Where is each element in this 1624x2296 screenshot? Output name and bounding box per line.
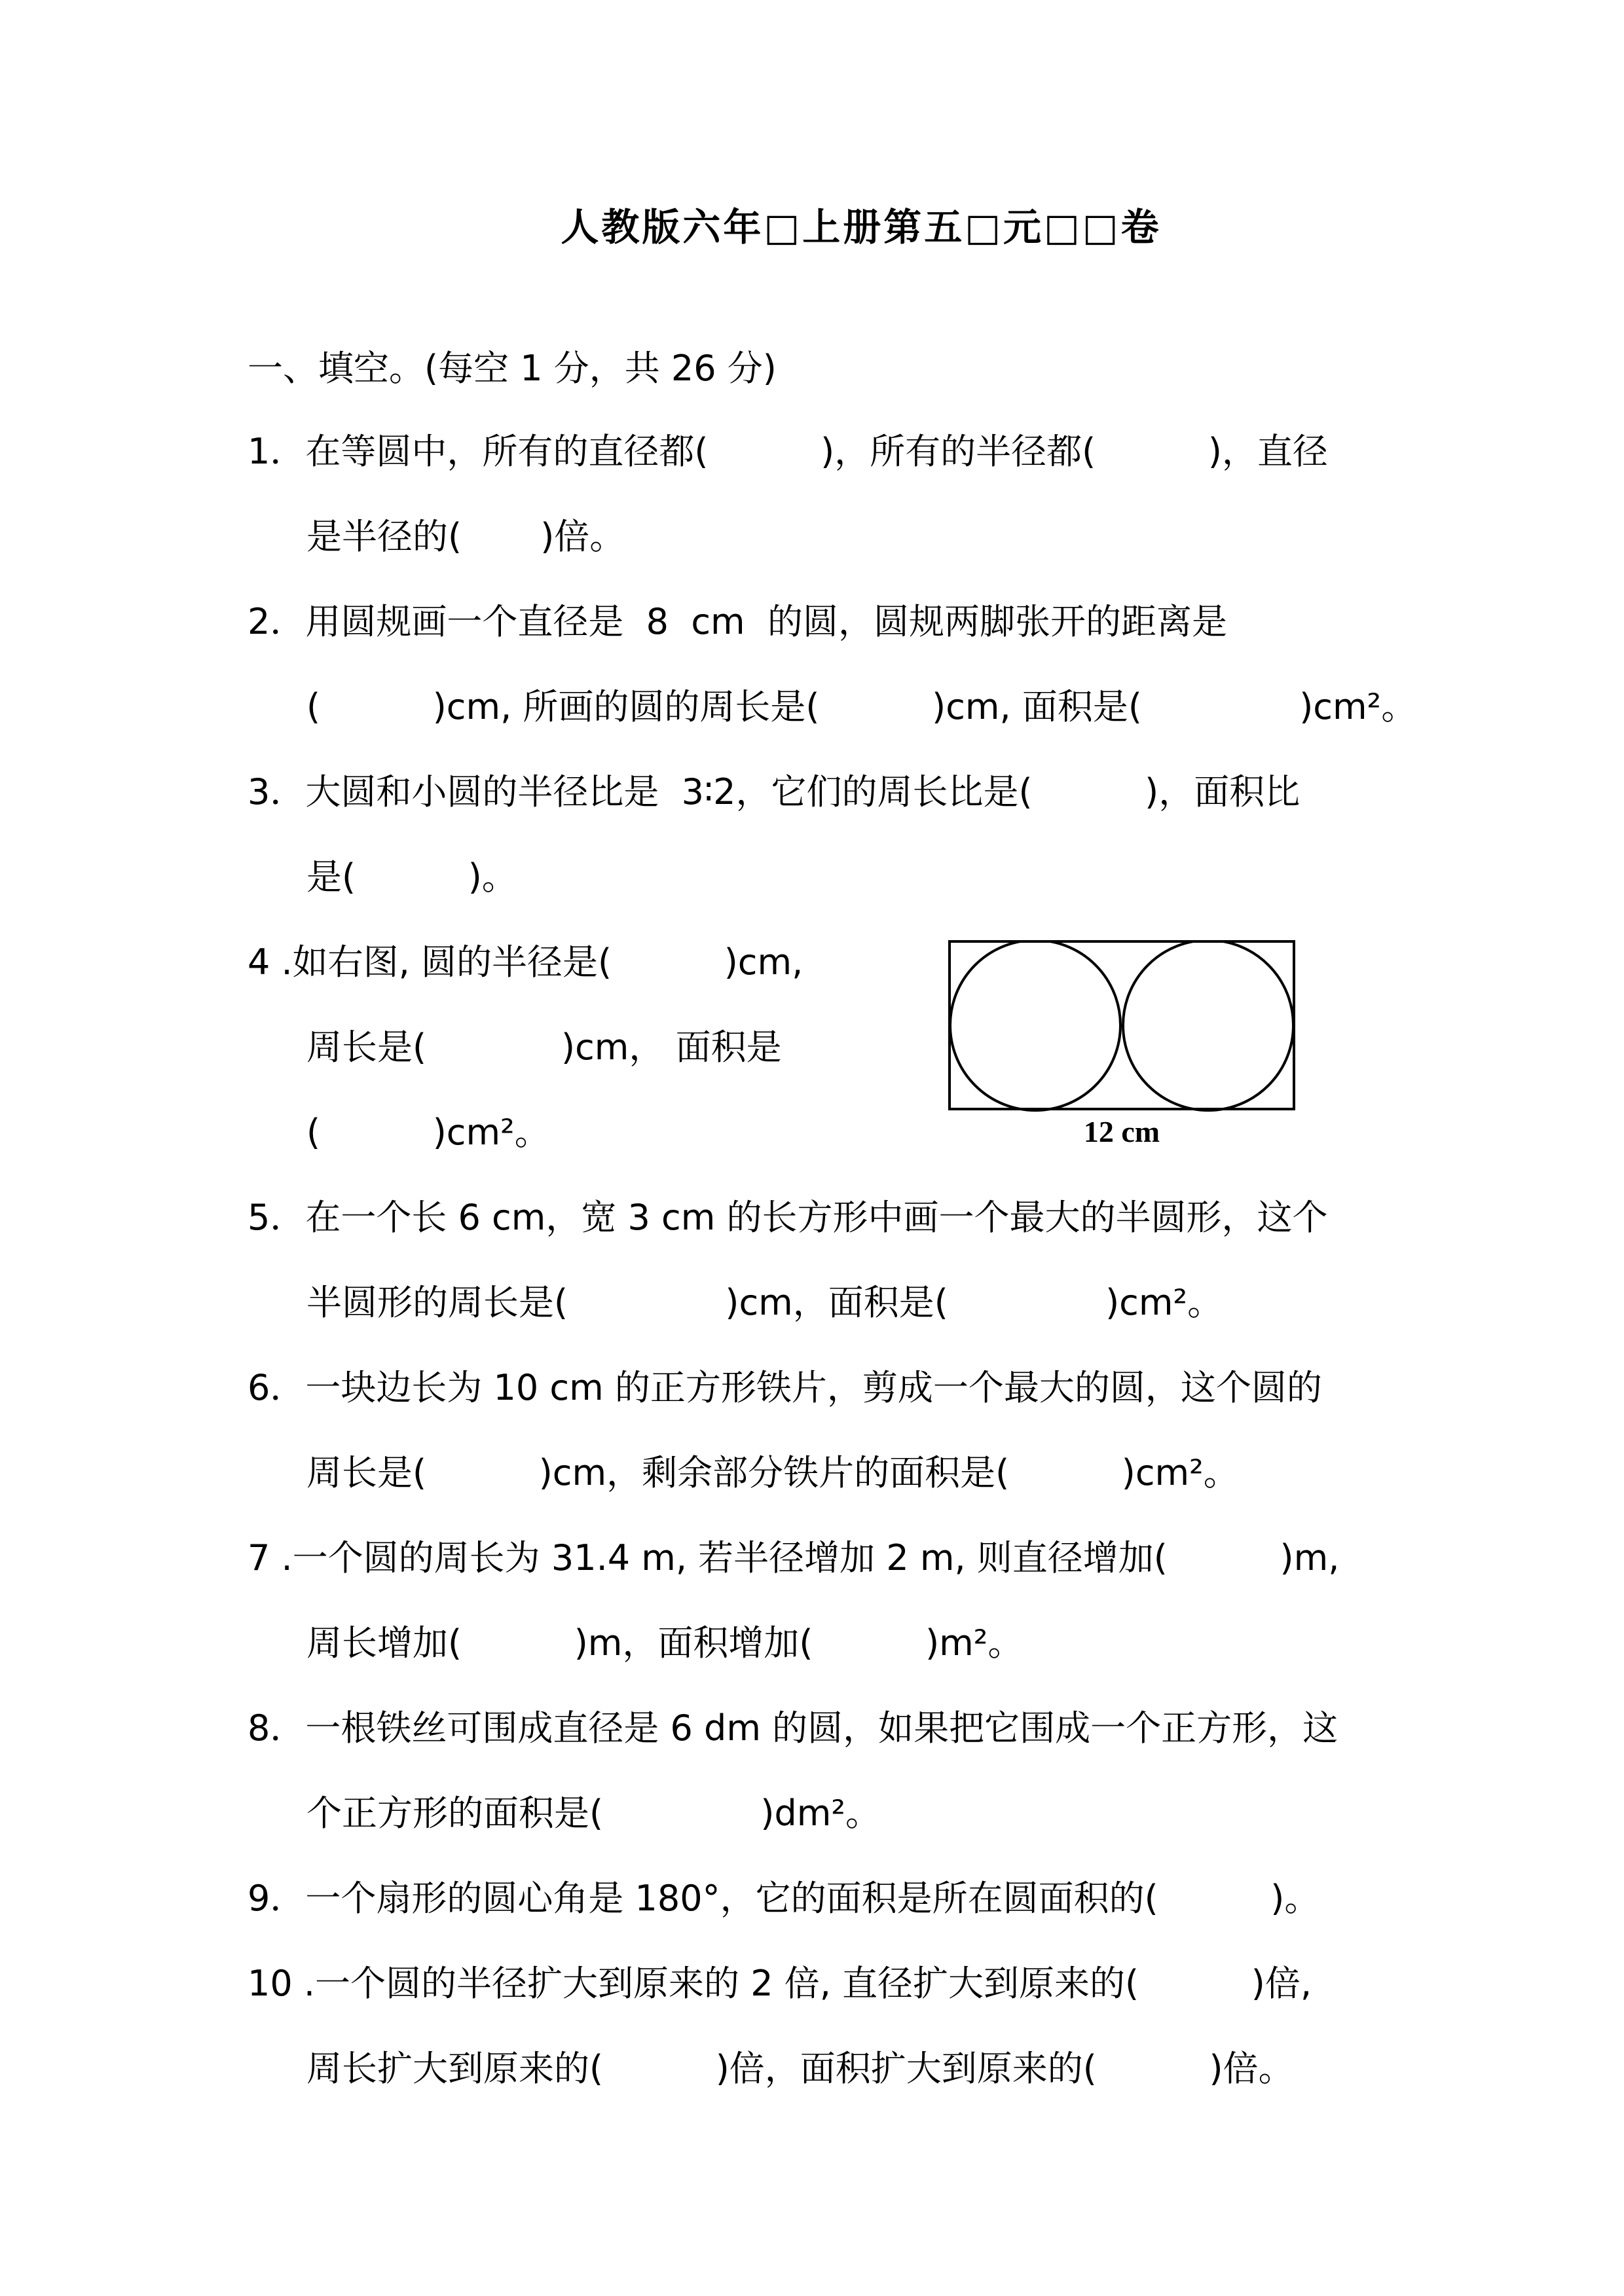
question-8-line-1: 8．一根铁丝可围成直径是 6 dm 的圆，如果把它围成一个正方形，这 [248,1707,1338,1749]
question-7-line-2: 周长增加( )m，面积增加( )m²。 [306,1622,1024,1664]
question-1-line-2: 是半径的( )倍。 [306,516,625,557]
question-6-line-1: 6．一块边长为 10 cm 的正方形铁片，剪成一个最大的圆，这个圆的 [248,1367,1322,1408]
question-1-line-1: 1．在等圆中，所有的直径都( )，所有的半径都( )，直径 [248,431,1328,472]
question-5-line-1: 5．在一个长 6 cm，宽 3 cm 的长方形中画一个最大的半圆形，这个 [248,1197,1328,1238]
page-title: 人教版六年□上册第五□元□□卷 [561,205,1162,249]
question-4-line-2: 周长是( )cm， 面积是 [306,1027,782,1068]
two-circles-in-rectangle-figure [948,940,1295,1112]
question-10-line-1: 10 .一个圆的半径扩大到原来的 2 倍, 直径扩大到原来的( )倍, [248,1963,1312,2004]
figure-right-circle [1123,940,1293,1110]
figure-dimension-label: 12 cm [1083,1115,1160,1148]
section-heading: 一、填空。(每空 1 分，共 26 分) [248,348,777,389]
question-2-line-1: 2．用圆规画一个直径是 8 cm 的圆，圆规两脚张开的距离是 [248,601,1227,642]
question-5-line-2: 半圆形的周长是( )cm，面积是( )cm²。 [306,1282,1223,1323]
question-10-line-2: 周长扩大到原来的( )倍，面积扩大到原来的( )倍。 [306,2048,1294,2089]
figure-left-circle [950,940,1120,1110]
question-7-line-1: 7 .一个圆的周长为 31.4 m, 若半径增加 2 m, 则直径增加( )m, [248,1537,1340,1578]
question-4-line-1: 4 .如右图, 圆的半径是( )cm, [248,941,803,983]
question-3-line-2: 是( )。 [306,856,517,898]
question-9-line-1: 9．一个扇形的圆心角是 180°，它的面积是所在圆面积的( )。 [248,1878,1320,1919]
question-2-line-2: ( )cm, 所画的圆的周长是( )cm, 面积是( )cm²。 [306,686,1417,727]
question-8-line-2: 个正方形的面积是( )dm²。 [306,1793,881,1834]
question-3-line-1: 3．大圆和小圆的半径比是 3∶2，它们的周长比是( )，面积比 [248,771,1301,812]
question-6-line-2: 周长是( )cm，剩余部分铁片的面积是( )cm²。 [306,1452,1239,1493]
question-4-line-3: ( )cm²。 [306,1112,550,1153]
